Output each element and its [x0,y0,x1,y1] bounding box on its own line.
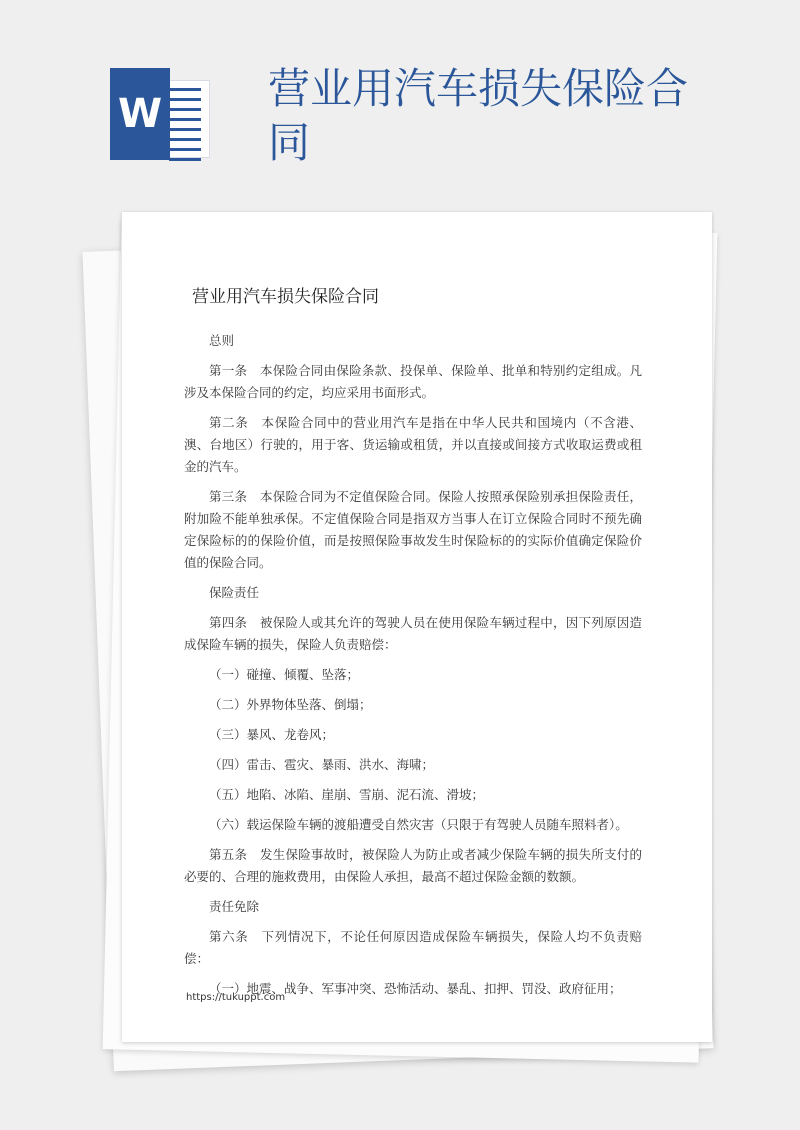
list-item: （五）地陷、冰陷、崖崩、雪崩、泥石流、滑坡； [209,787,485,802]
list-item: （一）地震、战争、军事冲突、恐怖活动、暴乱、扣押、罚没、政府征用； [209,981,622,996]
list-item: （四）雷击、雹灾、暴雨、洪水、海啸； [209,757,435,772]
article-2: 第二条 本保险合同中的营业用汽车是指在中华人民共和国境内（不含港、澳、台地区）行驶的，用于客、货运输或租赁，并以直接或间接方式收取运费或租金的汽车。 [184,415,642,474]
section-heading-liability: 保险责任 [209,585,260,600]
section-heading-exclusions: 责任免除 [209,899,260,914]
article-6: 第六条 下列情况下，不论任何原因造成保险车辆损失，保险人均不负责赔偿： [184,929,642,966]
word-document-icon [110,68,210,160]
article-5: 第五条 发生保险事故时，被保险人为防止或者减少保险车辆的损失所支付的必要的、合理的施救费用，由保险人承担，最高不超过保险金额的数额。 [184,847,642,884]
footer-url[interactable]: https://tukuppt.com [186,992,286,1003]
list-item: （六）载运保险车辆的渡船遭受自然灾害（只限于有驾驶人员随车照料者）。 [209,817,628,832]
section-heading-general: 总则 [209,333,235,348]
article-3: 第三条 本保险合同为不定值保险合同。保险人按照承保险别承担保险责任，附加险不能单独承保。不定值保险合同是指双方当事人在订立保险合同时不预先确定保险标的的保险价值，而是按照保险事故发生时保险标的的实际价值确定保险价值的保险合同。 [184,489,642,570]
contract-title: 营业用汽车损失保险合同 [192,287,379,307]
article-4: 第四条 被保险人或其允许的驾驶人员在使用保险车辆过程中，因下列原因造成保险车辆的损失，保险人负责赔偿： [184,615,642,652]
list-item: （一）碰撞、倾覆、坠落； [209,667,360,682]
document-body [184,330,642,1008]
page-title: 营业用汽车损失保险合同 [268,64,689,167]
list-item: （三）暴风、龙卷风； [209,727,335,742]
article-1: 第一条 本保险合同由保险条款、投保单、保险单、批单和特别约定组成。凡涉及本保险合同的约定，均应采用书面形式。 [184,363,642,400]
word-badge: W [110,68,170,160]
document-page [122,212,712,1042]
list-item: （二）外界物体坠落、倒塌； [209,697,372,712]
